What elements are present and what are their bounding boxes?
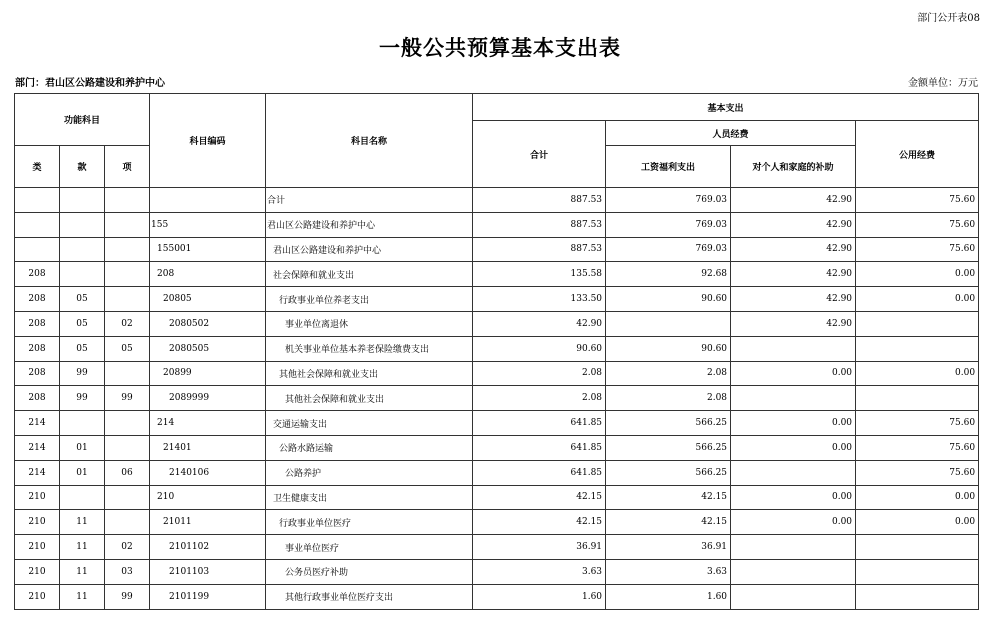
cell-lei: 208: [15, 386, 60, 411]
cell-name: 其他行政事业单位医疗支出: [266, 584, 473, 609]
cell-lei: [15, 188, 60, 213]
cell-xiang: [105, 510, 150, 535]
cell-code: 20805: [150, 287, 266, 312]
cell-total: 36.91: [473, 535, 606, 560]
cell-lei: 210: [15, 535, 60, 560]
cell-name: 事业单位离退休: [266, 311, 473, 336]
cell-public: [856, 559, 979, 584]
cell-lei: 210: [15, 584, 60, 609]
cell-salary: 2.08: [606, 386, 731, 411]
table-row: [15, 510, 979, 535]
cell-xiang: 03: [105, 559, 150, 584]
cell-xiang: [105, 411, 150, 436]
cell-total: 2.08: [473, 361, 606, 386]
cell-public: 75.60: [856, 411, 979, 436]
cell-lei: 214: [15, 460, 60, 485]
cell-kuan: [60, 411, 105, 436]
cell-xiang: [105, 237, 150, 262]
cell-total: 133.50: [473, 287, 606, 312]
header-personnel-funds: 人员经费: [606, 121, 856, 146]
cell-lei: 208: [15, 262, 60, 287]
cell-code: 214: [150, 411, 266, 436]
header-subsidy: 对个人和家庭的补助: [731, 146, 856, 188]
table-row: [15, 386, 979, 411]
cell-subsidy: [731, 535, 856, 560]
cell-subsidy: 42.90: [731, 311, 856, 336]
table-row: [15, 584, 979, 609]
table-row: [15, 460, 979, 485]
table-row: [15, 411, 979, 436]
cell-lei: 210: [15, 559, 60, 584]
cell-kuan: [60, 237, 105, 262]
cell-kuan: 99: [60, 361, 105, 386]
cell-subsidy: [731, 559, 856, 584]
cell-xiang: 02: [105, 535, 150, 560]
cell-total: 3.63: [473, 559, 606, 584]
cell-code: 208: [150, 262, 266, 287]
cell-name: 交通运输支出: [266, 411, 473, 436]
department-label: 部门：君山区公路建设和养护中心: [15, 78, 165, 89]
cell-salary: 566.25: [606, 411, 731, 436]
cell-xiang: 02: [105, 311, 150, 336]
cell-kuan: 01: [60, 435, 105, 460]
cell-name: 公路养护: [266, 460, 473, 485]
cell-public: 0.00: [856, 361, 979, 386]
header-public-funds: 公用经费: [856, 121, 979, 188]
cell-subsidy: 0.00: [731, 435, 856, 460]
cell-salary: 566.25: [606, 435, 731, 460]
cell-total: 887.53: [473, 188, 606, 213]
cell-code: [150, 188, 266, 213]
cell-lei: 214: [15, 411, 60, 436]
cell-total: 42.90: [473, 311, 606, 336]
table-row: [15, 262, 979, 287]
cell-xiang: [105, 287, 150, 312]
cell-lei: 210: [15, 485, 60, 510]
cell-code: 2080505: [150, 336, 266, 361]
cell-kuan: 11: [60, 584, 105, 609]
cell-name: 卫生健康支出: [266, 485, 473, 510]
table-row: [15, 237, 979, 262]
header-kuan: 款: [60, 146, 105, 188]
budget-table: [14, 93, 979, 610]
cell-name: 合计: [266, 188, 473, 213]
cell-public: [856, 535, 979, 560]
cell-lei: 208: [15, 336, 60, 361]
cell-subsidy: [731, 336, 856, 361]
cell-lei: 214: [15, 435, 60, 460]
cell-code: 2140106: [150, 460, 266, 485]
table-row: [15, 361, 979, 386]
table-body: [15, 188, 979, 610]
cell-code: 21011: [150, 510, 266, 535]
cell-subsidy: 42.90: [731, 212, 856, 237]
cell-salary: 36.91: [606, 535, 731, 560]
cell-salary: 90.60: [606, 336, 731, 361]
header-function-subject: 功能科目: [15, 94, 150, 146]
table-row: [15, 559, 979, 584]
cell-salary: 3.63: [606, 559, 731, 584]
cell-code: 21401: [150, 435, 266, 460]
header-lei: 类: [15, 146, 60, 188]
cell-code: 2101103: [150, 559, 266, 584]
cell-public: [856, 584, 979, 609]
cell-public: [856, 311, 979, 336]
cell-kuan: [60, 188, 105, 213]
table-row: [15, 485, 979, 510]
cell-kuan: [60, 485, 105, 510]
cell-public: 0.00: [856, 510, 979, 535]
cell-lei: [15, 237, 60, 262]
cell-salary: 769.03: [606, 237, 731, 262]
cell-public: [856, 386, 979, 411]
header-total: 合计: [473, 121, 606, 188]
table-row: [15, 336, 979, 361]
cell-salary: [606, 311, 731, 336]
cell-code: 20899: [150, 361, 266, 386]
table-row: [15, 188, 979, 213]
cell-total: 641.85: [473, 460, 606, 485]
cell-subsidy: 0.00: [731, 411, 856, 436]
cell-subsidy: 42.90: [731, 188, 856, 213]
cell-salary: 566.25: [606, 460, 731, 485]
cell-public: 75.60: [856, 460, 979, 485]
cell-salary: 769.03: [606, 212, 731, 237]
cell-code: 2101199: [150, 584, 266, 609]
cell-total: 641.85: [473, 411, 606, 436]
cell-name: 公路水路运输: [266, 435, 473, 460]
cell-subsidy: [731, 460, 856, 485]
cell-salary: 90.60: [606, 287, 731, 312]
cell-salary: 2.08: [606, 361, 731, 386]
cell-code: 2101102: [150, 535, 266, 560]
cell-name: 行政事业单位医疗: [266, 510, 473, 535]
cell-total: 42.15: [473, 510, 606, 535]
table-row: [15, 311, 979, 336]
cell-kuan: 05: [60, 287, 105, 312]
cell-lei: 208: [15, 361, 60, 386]
cell-total: 887.53: [473, 212, 606, 237]
cell-total: 2.08: [473, 386, 606, 411]
cell-name: 其他社会保障和就业支出: [266, 386, 473, 411]
form-number: 部门公开表08: [917, 13, 980, 24]
header-xiang: 项: [105, 146, 150, 188]
cell-kuan: 11: [60, 510, 105, 535]
cell-salary: 1.60: [606, 584, 731, 609]
cell-xiang: 99: [105, 386, 150, 411]
cell-subsidy: [731, 584, 856, 609]
header-subject-name: 科目名称: [266, 94, 473, 188]
cell-subsidy: 42.90: [731, 237, 856, 262]
cell-name: 君山区公路建设和养护中心: [266, 237, 473, 262]
cell-salary: 42.15: [606, 485, 731, 510]
table-row: [15, 435, 979, 460]
cell-lei: [15, 212, 60, 237]
cell-kuan: 01: [60, 460, 105, 485]
cell-public: 75.60: [856, 435, 979, 460]
header-salary: 工资福利支出: [606, 146, 731, 188]
cell-subsidy: 42.90: [731, 262, 856, 287]
cell-subsidy: [731, 386, 856, 411]
table-row: [15, 535, 979, 560]
cell-code: 210: [150, 485, 266, 510]
cell-public: 75.60: [856, 188, 979, 213]
cell-code: 155001: [150, 237, 266, 262]
cell-kuan: 11: [60, 535, 105, 560]
cell-name: 公务员医疗补助: [266, 559, 473, 584]
amount-unit-label: 金额单位：万元: [908, 78, 978, 89]
cell-salary: 92.68: [606, 262, 731, 287]
page-title: 一般公共预算基本支出表: [379, 35, 621, 60]
cell-subsidy: 42.90: [731, 287, 856, 312]
cell-public: 0.00: [856, 485, 979, 510]
cell-xiang: 05: [105, 336, 150, 361]
cell-name: 君山区公路建设和养护中心: [266, 212, 473, 237]
cell-public: 75.60: [856, 212, 979, 237]
cell-xiang: [105, 212, 150, 237]
cell-name: 行政事业单位养老支出: [266, 287, 473, 312]
cell-kuan: 05: [60, 311, 105, 336]
cell-public: 0.00: [856, 262, 979, 287]
table-row: [15, 287, 979, 312]
cell-total: 887.53: [473, 237, 606, 262]
cell-total: 135.58: [473, 262, 606, 287]
cell-xiang: [105, 361, 150, 386]
cell-xiang: [105, 262, 150, 287]
cell-xiang: 99: [105, 584, 150, 609]
header-basic-expenditure: 基本支出: [473, 94, 979, 121]
cell-name: 机关事业单位基本养老保险缴费支出: [266, 336, 473, 361]
cell-total: 1.60: [473, 584, 606, 609]
cell-total: 90.60: [473, 336, 606, 361]
cell-total: 42.15: [473, 485, 606, 510]
cell-kuan: [60, 212, 105, 237]
cell-xiang: [105, 435, 150, 460]
cell-xiang: [105, 485, 150, 510]
cell-kuan: 11: [60, 559, 105, 584]
cell-lei: 210: [15, 510, 60, 535]
cell-salary: 42.15: [606, 510, 731, 535]
cell-subsidy: 0.00: [731, 361, 856, 386]
cell-name: 社会保障和就业支出: [266, 262, 473, 287]
cell-name: 事业单位医疗: [266, 535, 473, 560]
cell-code: 2080502: [150, 311, 266, 336]
cell-salary: 769.03: [606, 188, 731, 213]
cell-xiang: 06: [105, 460, 150, 485]
cell-code: 2089999: [150, 386, 266, 411]
cell-xiang: [105, 188, 150, 213]
header-subject-code: 科目编码: [150, 94, 266, 188]
table-header: [15, 94, 979, 188]
cell-name: 其他社会保障和就业支出: [266, 361, 473, 386]
cell-total: 641.85: [473, 435, 606, 460]
cell-subsidy: 0.00: [731, 510, 856, 535]
cell-lei: 208: [15, 311, 60, 336]
cell-public: [856, 336, 979, 361]
cell-kuan: 05: [60, 336, 105, 361]
cell-kuan: [60, 262, 105, 287]
cell-public: 0.00: [856, 287, 979, 312]
table-row: [15, 212, 979, 237]
cell-code: 155: [150, 212, 266, 237]
cell-kuan: 99: [60, 386, 105, 411]
cell-subsidy: 0.00: [731, 485, 856, 510]
cell-public: 75.60: [856, 237, 979, 262]
cell-lei: 208: [15, 287, 60, 312]
